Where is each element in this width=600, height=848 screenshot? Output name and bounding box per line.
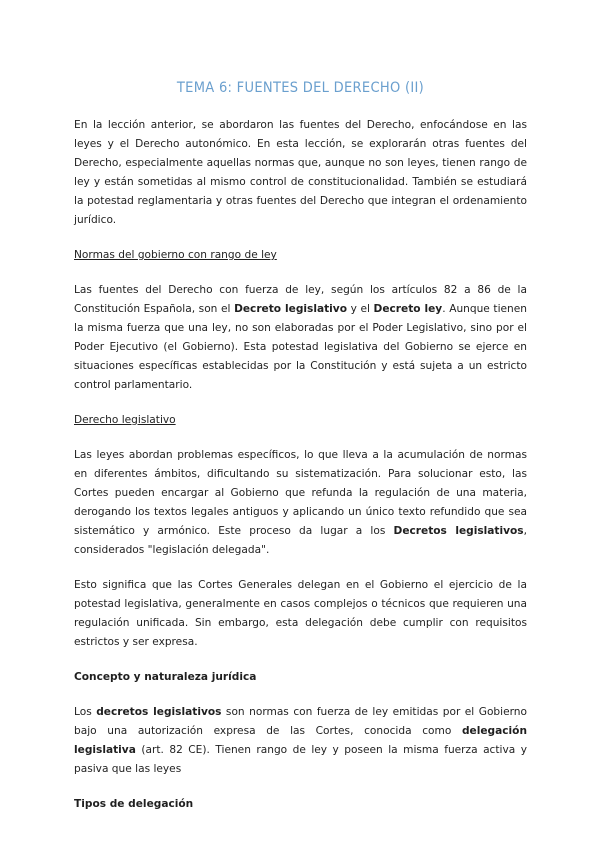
term-delegacion-legislativa: delegación legislativa [74, 725, 527, 756]
term-decretos-legislativos: Decretos legislativos [393, 525, 524, 537]
section-heading-tipos-delegacion: Tipos de delegación [74, 798, 194, 810]
paragraph-fuentes-fuerza-ley: Las fuentes del Derecho con fuerza de ley, según los artículos 82 a 86 de la Constitución Española, son el Decreto legislativo y el Decreto ley. Aunque tienen la misma fuerza que una ley, no son elaboradas por el Poder Legislativo, sino por el Poder Ejecutivo (el Gobierno). Esta potestad legislativa del Gobierno se ejerce en situaciones específicas establecidas por la Constitución y está sujeta a un estricto control parlamentario. [74, 284, 527, 391]
section-heading-concepto: Concepto y naturaleza jurídica [74, 671, 257, 683]
term-decretos-legislativos-2: decretos legislativos [96, 706, 222, 718]
page-title: TEMA 6: FUENTES DEL DERECHO (II) [176, 80, 425, 96]
section-heading-derecho-legislativo: Derecho legislativo [74, 414, 176, 426]
term-decreto-legislativo: Decreto legislativo [234, 303, 347, 315]
term-decreto-ley: Decreto ley [373, 303, 443, 315]
section-heading-normas-gobierno: Normas del gobierno con rango de ley [74, 249, 277, 261]
intro-paragraph: En la lección anterior, se abordaron las fuentes del Derecho, enfocándose en las leyes y el Derecho autonómico. En esta lección, se explorarán otras fuentes del Derecho, especialmente aquellas normas que, aunque no son leyes, tienen rango de ley y están sometidas al mismo control de constitucionalidad. También se estudiará la potestad reglamentaria y otras fuentes del Derecho que integran el ordenamiento jurídico. [74, 119, 527, 226]
paragraph-leyes-problemas: Las leyes abordan problemas específicos, lo que lleva a la acumulación de normas en diferentes ámbitos, dificultando su sistematización. Para solucionar esto, las Cortes pueden encargar al Gobierno que refunda la regulación de una materia, derogando los textos legales antiguos y aplicando un único texto refundido que sea sistemático y armónico. Este proceso da lugar a los Decretos legislativos, considerados "legislación delegada". [74, 449, 527, 556]
paragraph-cortes-delegan: Esto significa que las Cortes Generales delegan en el Gobierno el ejercicio de la potestad legislativa, generalmente en casos complejos o técnicos que requieren una regulación unificada. Sin embargo, esta delegación debe cumplir con requisitos estrictos y ser expresa. [74, 579, 527, 648]
paragraph-concepto: Los decretos legislativos son normas con fuerza de ley emitidas por el Gobierno bajo una autorización expresa de las Cortes, conocida como delegación legislativa (art. 82 CE). Tienen rango de ley y poseen la misma fuerza activa y pasiva que las leyes [74, 706, 527, 775]
